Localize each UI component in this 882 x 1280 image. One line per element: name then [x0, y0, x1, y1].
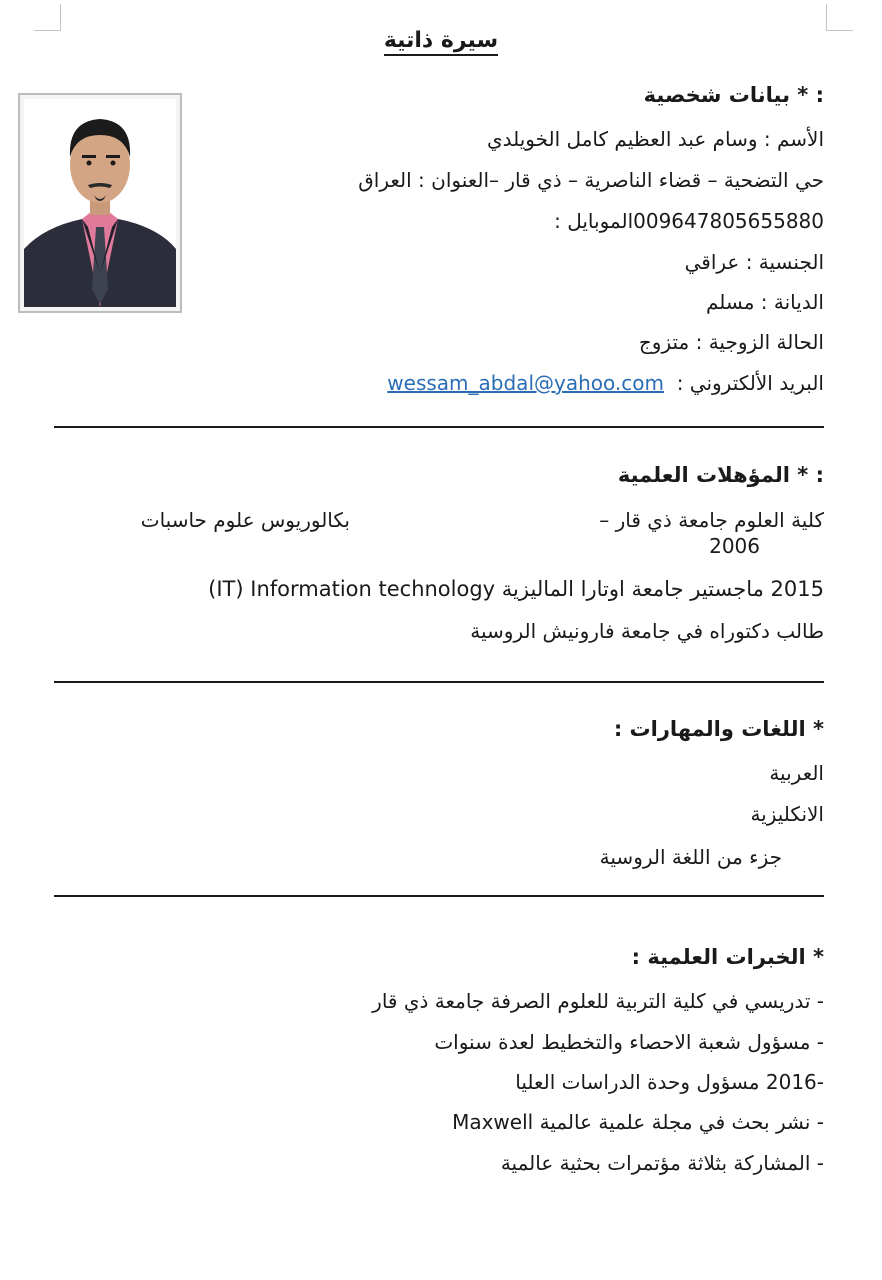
nationality-line: الجنسية : عراقي	[684, 250, 824, 274]
marital-line: الحالة الزوجية : متزوج	[638, 330, 824, 354]
bachelor-year: 2006	[709, 534, 760, 558]
experience-text: مسؤول وحدة الدراسات العليا	[515, 1070, 760, 1094]
email-line	[387, 371, 824, 396]
experience-item	[452, 1110, 824, 1135]
experience-item: - تدريسي في كلية التربية للعلوم الصرفة جامعة ذي قار	[372, 989, 824, 1013]
experience-heading: * الخبرات العلمية :	[631, 945, 824, 969]
mobile-label: الموبايل :	[554, 209, 634, 233]
language-item: العربية	[769, 761, 824, 785]
bachelor-degree: بكالوريوس علوم حاسبات	[140, 508, 350, 532]
divider-2	[54, 681, 824, 683]
document-title: سيرة ذاتية	[0, 28, 882, 53]
address-line: حي التضحية – قضاء الناصرية – ذي قار –العنوان : العراق	[358, 168, 824, 192]
experience-item	[515, 1070, 824, 1095]
phd-line: طالب دكتوراه في جامعة فارونيش الروسية	[470, 619, 824, 643]
master-year: 2015	[770, 577, 824, 601]
divider-3	[54, 895, 824, 897]
email-link[interactable]: wessam_abdal@yahoo.com	[387, 371, 664, 395]
qualifications-heading: : * المؤهلات العلمية	[617, 463, 824, 487]
languages-heading: * اللغات والمهارات :	[613, 717, 824, 741]
religion-line: الديانة : مسلم	[705, 290, 824, 314]
master-text: ماجستير جامعة اوتارا الماليزية	[501, 577, 764, 601]
master-field: (IT) Information technology	[208, 577, 496, 601]
journal-name: Maxwell	[452, 1110, 534, 1134]
name-line: الأسم : وسام عبد العظيم كامل الخويلدي	[486, 127, 824, 151]
experience-text: - نشر بحث في مجلة علمية عالمية	[539, 1110, 824, 1134]
profile-photo	[18, 93, 182, 313]
language-item: جزء من اللغة الروسية	[599, 845, 782, 869]
divider-1	[54, 426, 824, 428]
mobile-line	[554, 209, 824, 234]
experience-item: - مسؤول شعبة الاحصاء والتخطيط لعدة سنوات	[434, 1030, 824, 1054]
experience-item: - المشاركة بثلاثة مؤتمرات بحثية عالمية	[500, 1151, 824, 1175]
experience-year: 2016-	[765, 1070, 824, 1094]
crop-mark-top-right	[826, 4, 853, 31]
master-line	[208, 576, 824, 602]
email-label: البريد الألكتروني :	[676, 371, 824, 395]
person-portrait-image	[24, 99, 176, 307]
crop-mark-top-left	[34, 4, 61, 31]
personal-heading: : * بيانات شخصية	[643, 83, 824, 107]
language-item: الانكليزية	[750, 802, 824, 826]
mobile-number: 009647805655880	[633, 209, 824, 233]
bachelor-college: كلية العلوم جامعة ذي قار –	[599, 508, 824, 532]
